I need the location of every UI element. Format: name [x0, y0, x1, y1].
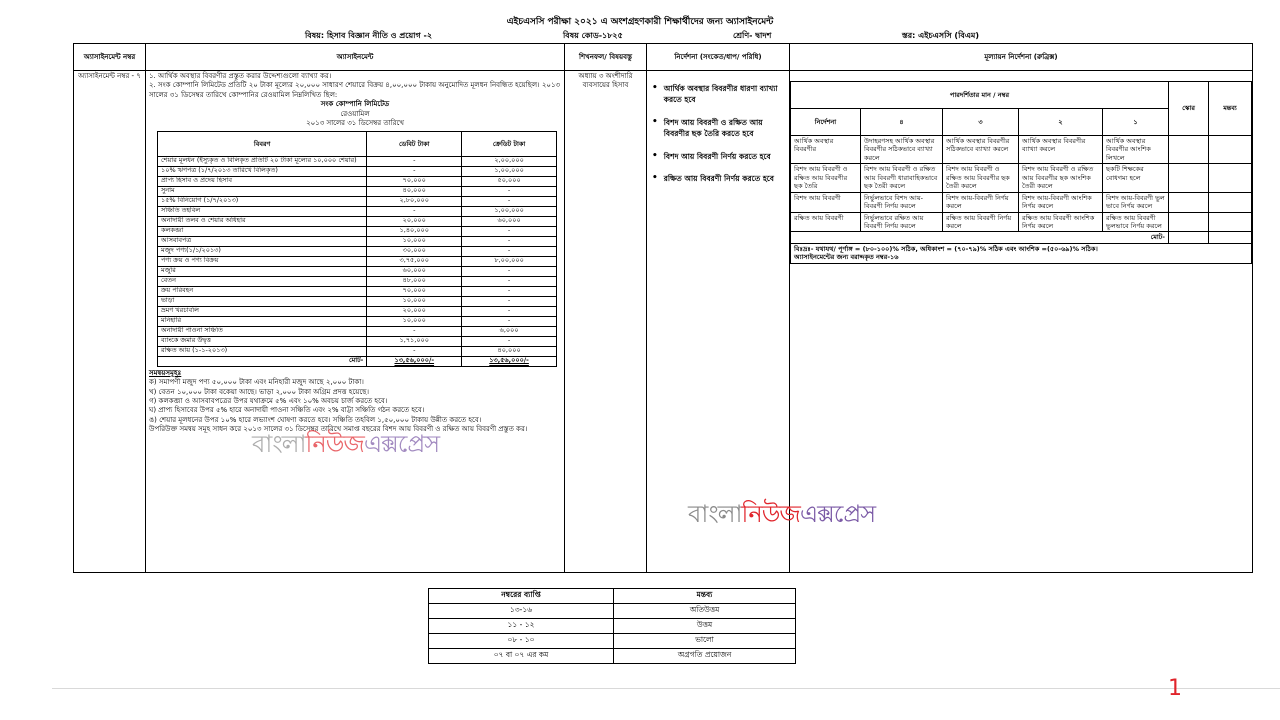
rubric-remark-cell — [1209, 136, 1252, 164]
tb-desc: অনাদায়ী পাওনা সঞ্চিতি — [158, 326, 367, 336]
rubric-remark-cell — [1209, 164, 1252, 192]
tb-company: সংক কোম্পানি লিমিটেড — [320, 100, 390, 109]
rubric-score-cell — [1169, 164, 1209, 192]
rubric-cell-text: রক্ষিত আয় বিবরণী ভুলভাবে নির্ণয় করলে — [1103, 212, 1169, 232]
tb-total-label: মোট- — [158, 356, 367, 366]
tb-desc: অনাদায়ী তলব ও শেয়ার অধিহার — [158, 216, 367, 226]
col-rubric: মূল্যায়ন নির্দেশনা (রুব্রিক্স) — [790, 44, 1253, 71]
tb-row — [158, 186, 557, 196]
score-range-table — [428, 588, 796, 664]
tb-row — [158, 216, 557, 226]
rubric-cell-text: আর্থিক অবস্থার বিবরণীর সঠিকভাবে ব্যাখ্যা করলে — [943, 136, 1019, 164]
tb-title: রেওয়ামিল — [340, 109, 370, 118]
guideline-text: রক্ষিত আয় বিবরণী নির্ণয় করতে হবে — [663, 174, 774, 184]
adjustments-title: সমন্বয়সমূহঃ — [149, 368, 182, 377]
rubric-group-head: পারদর্শিতার মান / নম্বর — [791, 82, 1169, 109]
col-guideline: নির্দেশনা (সংকেত/ধাপ/ পরিধি) — [647, 44, 790, 71]
tb-row — [158, 346, 557, 356]
tb-credit: ১,০০,০০০ — [462, 166, 557, 176]
rubric-col-head: ১ — [1103, 109, 1169, 136]
tb-desc: রক্ষিত আয় (১-১-২০১৩) — [158, 346, 367, 356]
level-label: স্তর: এইচএসসি (বিএম) — [902, 31, 980, 40]
rubric-cell-text: বিশদ আয় বিবরণী ও রক্ষিত আয় বিবরণীর ছক তৈরি — [791, 164, 861, 192]
guideline-item — [652, 152, 786, 163]
adjustments-list — [149, 378, 561, 425]
tb-desc: শেয়ার মূলধন (ইস্যুকৃত ও বিলিকৃত প্রতিটি ২০ টাকা মূল্যের ১০,০০০ শেয়ার) — [158, 156, 367, 166]
tb-head-desc: বিবরণ — [158, 131, 367, 156]
tb-head-cr: ক্রেডিট টাকা — [462, 131, 557, 156]
tb-debit: ৪০,০০০ — [367, 186, 462, 196]
watermark-part-1: বাংলা — [252, 430, 306, 458]
rubric-cell-text: বিশদ আয় বিবরণী — [791, 192, 861, 212]
tb-row — [158, 236, 557, 246]
tb-debit: ৩,৭৫,০০০ — [367, 256, 462, 266]
rubric-cell-text: আর্থিক অবস্থার বিবরণীর আংশিক লিখলে — [1103, 136, 1169, 164]
tb-credit: - — [462, 226, 557, 236]
tb-desc: ১০% ঋণপত্র (১/৭/২০১৩ তারিখে বিলিকৃত) — [158, 166, 367, 176]
adjustment-item: ঘ) প্রাপ্য হিসাবের উপর ৫% হারে অনাদায়ী পাওনা সঞ্চিতি এবং ২% বাট্টা সঞ্চিতি গঠন করতে হবে। — [149, 406, 425, 415]
adjustment-item: গ) কলকব্জা ও আসবাবপত্রের উপর যথাক্রমে ৫% এবং ১০% অবচয় চার্জ করতে হবে। — [149, 396, 388, 405]
tb-row — [158, 206, 557, 216]
rubric-total-label: মোট- — [791, 232, 1169, 243]
tb-credit: ১,০০,০০০ — [462, 206, 557, 216]
rubric-note — [791, 243, 1252, 263]
tb-desc: সুনাম — [158, 186, 367, 196]
score-remark: ভালো — [614, 634, 796, 649]
score-range: ০৭ বা ০৭ এর কম — [429, 649, 614, 664]
rubric-col-head: ৪ — [861, 109, 943, 136]
watermark2-part-2: নিউজ — [741, 500, 800, 528]
tb-debit: ২,৮০,০০০ — [367, 196, 462, 206]
subject-line: বিষয়: হিসাব বিজ্ঞান নীতি ও প্রয়োগ -২ — [305, 31, 433, 40]
tb-row — [158, 256, 557, 266]
page-number: 1 — [1168, 676, 1182, 701]
tb-credit: ২,০০,০০০ — [462, 156, 557, 166]
tb-desc: ব্যাংকে জমার উদ্বৃত্ত — [158, 336, 367, 346]
tb-credit: - — [462, 306, 557, 316]
score-remark: অগ্রগতি প্রয়োজন — [614, 649, 796, 664]
tb-credit: - — [462, 236, 557, 246]
rubric-score-head: স্কোর — [1169, 82, 1209, 136]
rubric-remark-cell — [1209, 212, 1252, 232]
score-row — [429, 619, 796, 634]
tb-date: ২০১৩ সালের ৩১ ডিসেম্বর তারিখে — [306, 119, 404, 128]
rubric-row — [791, 164, 1252, 192]
tb-row — [158, 196, 557, 206]
rubric-cell-text: বিশদ আয় বিবরণী ও রক্ষিত আয় বিবরণী ধারাবাহিকভাবে ছক তৈরী করলে — [861, 164, 943, 192]
tb-credit: ৬,০০০ — [462, 326, 557, 336]
adjustment-item: ক) সমাপণী মজুদ পণ্য ৫০,০০০ টাকা এবং মনিহারী মজুদ আছে ২,০০০ টাকা। — [149, 378, 364, 387]
tb-row — [158, 316, 557, 326]
watermark2-part-1: বাংলা — [688, 500, 742, 528]
rubric-total-remark — [1209, 232, 1252, 243]
score-range: ১৩-১৬ — [429, 604, 614, 619]
tb-desc: ১৫% বিনিয়োগ (১/৭/২০১৩) — [158, 196, 367, 206]
tb-debit: ১০,০০০ — [367, 236, 462, 246]
tb-row — [158, 336, 557, 346]
tb-credit: - — [462, 286, 557, 296]
tb-debit: ১০,০০০ — [367, 296, 462, 306]
tb-debit: - — [367, 346, 462, 356]
tb-credit: - — [462, 276, 557, 286]
tb-row — [158, 246, 557, 256]
tb-desc: সঞ্চিতি তহবিল — [158, 206, 367, 216]
tb-credit: - — [462, 246, 557, 256]
assignment-number: অ্যাসাইনমেন্ট নম্বর - ৭ — [74, 71, 146, 573]
tb-total-cr: ১৩,৫৬,০০০/- — [462, 356, 557, 366]
rubric-cell-text: রক্ষিত আয় বিবরণী আংশিক নির্ণয় করলে — [1019, 212, 1103, 232]
watermark2-part-3: এক্সপ্রেস — [799, 500, 876, 528]
tb-row — [158, 226, 557, 236]
watermark-part-2: নিউজ — [305, 430, 364, 458]
rubric-score-cell — [1169, 212, 1209, 232]
page-title: এইচএসসি পরীক্ষা ২০২১ এ অংশগ্রহণকারী শিক্ষার্থীদের জন্য অ্যাসাইনমেন্ট — [506, 17, 774, 27]
guideline-item — [652, 118, 786, 140]
score-row — [429, 604, 796, 619]
rubric-table — [790, 81, 1252, 264]
rubric-col-head: ৩ — [943, 109, 1019, 136]
guideline-text: আর্থিক অবস্থার বিবরণীর ধারণা ব্যাখ্যা করতে হবে — [663, 84, 778, 104]
tb-debit: ১,৪০,০০০ — [367, 226, 462, 236]
question-2: ২. সংক কোম্পানি লিমিটেড প্রতিটি ২০ টাকা মূল্যের ২০,০০০ সাধারণ শেয়ারে বিক্রয় ৪,০০,০০০ টাকায় অনুমোদিত মূলধন নিবন্ধিত হয়েছিল। ২০১৩ সালের ৩১ ডিসেম্বর তারিখে কোম্পানির রেওয়ামিল নিম্নলিখিত ছিল: — [149, 81, 561, 99]
rubric-row — [791, 192, 1252, 212]
tb-desc: আসবাবপত্র — [158, 236, 367, 246]
rubric-cell-text: বিশদ আয়-বিবরণী নির্ণয় করলে — [943, 192, 1019, 212]
score-remark: উত্তম — [614, 619, 796, 634]
tb-credit: ৫০,০০০ — [462, 176, 557, 186]
score-row — [429, 634, 796, 649]
bullet-icon: • — [652, 150, 658, 161]
tb-row — [158, 296, 557, 306]
tb-desc: ক্রয় পরিবহন — [158, 286, 367, 296]
tb-credit: - — [462, 186, 557, 196]
rubric-cell-text: রক্ষিত আয় বিবরণী — [791, 212, 861, 232]
tb-row — [158, 156, 557, 166]
rubric-note-2: অ্যাসাইনমেন্টের জন্য বরাদ্দকৃত নম্বর-১৬ — [794, 253, 899, 262]
score-range: ০৮ - ১০ — [429, 634, 614, 649]
tb-debit: - — [367, 326, 462, 336]
rubric-cell-text: নির্ভুলভাবে বিশদ আয়-বিবরণী নির্ণয় করলে — [861, 192, 943, 212]
tb-desc: মজুদ পণ্য(১/১/২০১৩) — [158, 246, 367, 256]
tb-debit: - — [367, 166, 462, 176]
subject-code: বিষয় কোড-১৮২৫ — [563, 31, 623, 40]
tb-desc: পণ্য ক্রয় ও পণ্য বিক্রয় — [158, 256, 367, 266]
score-head-range: নম্বরের ব্যাপ্তি — [429, 589, 614, 604]
tb-credit: - — [462, 316, 557, 326]
tb-debit: ৭০,০০০ — [367, 176, 462, 186]
footer-divider — [52, 688, 1280, 689]
rubric-cell-text: নির্ভুলভাবে রক্ষিত আয় বিবরণী নির্ণয় করলে — [861, 212, 943, 232]
rubric-row — [791, 136, 1252, 164]
tb-desc: ভ্রমণ খরচাবলি — [158, 306, 367, 316]
col-learning: শিখনফল/ বিষয়বস্তু — [565, 44, 647, 71]
tb-row — [158, 166, 557, 176]
tb-debit: ১,৭১,০০০ — [367, 336, 462, 346]
learning-outcome: অধ্যায় ৩ অংশীদারি ব্যবসায়ের হিসাব — [565, 71, 647, 573]
tb-row — [158, 306, 557, 316]
watermark-part-3: এক্সপ্রেস — [363, 430, 440, 458]
bullet-icon: • — [652, 116, 658, 127]
tb-desc: মজুরি — [158, 266, 367, 276]
tb-debit: - — [367, 156, 462, 166]
guideline-list — [650, 84, 786, 185]
rubric-col-head: নির্দেশনা — [791, 109, 861, 136]
rubric-remark-cell — [1209, 192, 1252, 212]
rubric-note-1: বিঃদ্রঃ- যথাযথ/ পূর্ণাঙ্গ = (৮০-১০০)% সঠিক, অধিকাংশ = (৭০-৭৯)% সঠিক এবং আংশিক =(৫০-৬৯)% সঠিক। — [794, 244, 1098, 253]
tb-row — [158, 326, 557, 336]
tb-credit: - — [462, 196, 557, 206]
tb-row — [158, 176, 557, 186]
tb-desc: কলকব্জা — [158, 226, 367, 236]
rubric-cell-text: বিশদ আয় বিবরণী ও রক্ষিত আয় বিবরণীর ছক তৈরী করলে — [943, 164, 1019, 192]
score-range: ১১ - ১২ — [429, 619, 614, 634]
watermark-logo — [252, 426, 439, 466]
assignment-table — [73, 43, 1253, 573]
question-1: ১. আর্থিক অবস্থার বিবরণীর প্রস্তুত করার উদ্দেশ্যগুলো ব্যাখ্যা কর। — [149, 72, 332, 80]
tb-desc: বেতন — [158, 276, 367, 286]
tb-row — [158, 276, 557, 286]
rubric-score-cell — [1169, 192, 1209, 212]
rubric-score-cell — [1169, 136, 1209, 164]
rubric-cell-text: ছকটি শিক্ষকের বোধগম্য হলে — [1103, 164, 1169, 192]
rubric-row — [791, 212, 1252, 232]
guideline-item — [652, 174, 786, 185]
score-row — [429, 649, 796, 664]
tb-debit: - — [367, 206, 462, 216]
trial-balance-table — [157, 131, 557, 367]
tb-total-dr: ১৩,৫৬,০০০/- — [367, 356, 462, 366]
class-label: শ্রেণি- দ্বাদশ — [733, 31, 772, 40]
col-assignment: অ্যাসাইনমেন্ট — [146, 44, 565, 71]
tb-debit: ৭০,০০০ — [367, 286, 462, 296]
tb-debit: ৪৮,০০০ — [367, 276, 462, 286]
assignment-body — [146, 71, 565, 573]
bullet-icon: • — [652, 83, 658, 93]
tb-row — [158, 266, 557, 276]
rubric-cell-text: বিশদ আয় বিবরণী ও রক্ষিত আয় বিবরণীর ছক আংশিক তৈরী করলে — [1019, 164, 1103, 192]
tb-debit: ২০,০০০ — [367, 216, 462, 226]
adjustment-item: খ) বেতন ১০,০০০ টাকা বকেয়া আছে। ভাড়া ২,০০০ টাকা অগ্রিম প্রদত্ত হয়েছে। — [149, 387, 369, 396]
score-remark: অতিউত্তম — [614, 604, 796, 619]
rubric-cell-text: আর্থিক অবস্থার বিবরণীর ব্যাখ্যা করলে — [1019, 136, 1103, 164]
guideline-text: বিশদ আয় বিবরণী ও রক্ষিত আয় বিবরণীর ছক তৈরি করতে হবে — [663, 117, 763, 138]
tb-head-dr: ডেবিট টাকা — [367, 131, 462, 156]
rubric-cell-text: বিশদ আয়-বিবরণী ভুল ভাবে নির্ণয় করলে — [1103, 192, 1169, 212]
rubric-cell-text: বিশদ আয়-বিবরণী আংশিক নির্ণয় করলে — [1019, 192, 1103, 212]
tb-debit: ৩০,০০০ — [367, 246, 462, 256]
tb-credit: ৬০,০০০ — [462, 216, 557, 226]
guideline-item — [652, 84, 786, 106]
rubric-cell-text: উদাহরণসহ আর্থিক অবস্থার বিবরণীর সঠিকভাবে ব্যাখ্যা করলে — [861, 136, 943, 164]
tb-desc: মনিহারি — [158, 316, 367, 326]
tb-debit: ৬০,০০০ — [367, 266, 462, 276]
tb-row — [158, 286, 557, 296]
rubric-cell-text: রক্ষিত আয় বিবরণী নির্ণয় করলে — [943, 212, 1019, 232]
final-task: উপরিউক্ত সমন্বয় সমূহ সাধন করে ২০১৩ সালের ৩১ ডিসেম্বর তারিখে সমাপ্ত বছরের বিশদ আয় বিবরণী ও রক্ষিত আয় বিবরণী প্রস্তুত কর। — [149, 425, 528, 434]
tb-credit: ৪০,০০০ — [462, 346, 557, 356]
rubric-col-head: ২ — [1019, 109, 1103, 136]
adjustment-item: ঙ) শেয়ার মূলধনের উপর ১০% হারে লভ্যাংশ ঘোষণা করতে হবে। সঞ্চিতি তহবিল ১,৫০,০০০ টাকায় উন্নীত করতে হবে। — [149, 415, 482, 424]
rubric-cell-text: আর্থিক অবস্থার বিবরণীর — [791, 136, 861, 164]
rubric-total-score — [1169, 232, 1209, 243]
tb-credit: ৮,০০,০০০ — [462, 256, 557, 266]
tb-desc: ভাড়া — [158, 296, 367, 306]
tb-credit: - — [462, 296, 557, 306]
bullet-icon: • — [652, 173, 658, 184]
score-head-remark: মন্তব্য — [614, 589, 796, 604]
col-assignment-no: অ্যাসাইনমেন্ট নম্বর — [74, 44, 146, 71]
tb-debit: ২০,০০০ — [367, 306, 462, 316]
tb-credit: - — [462, 266, 557, 276]
rubric-remark-head: মন্তব্য — [1209, 82, 1252, 136]
guideline-text: বিশদ আয় বিবরণী নির্ণয় করতে হবে — [663, 151, 771, 161]
tb-credit: - — [462, 336, 557, 346]
tb-desc: প্রাপ্য হিসাব ও প্রদেয় হিসাব — [158, 176, 367, 186]
watermark-logo-2 — [688, 496, 875, 536]
tb-debit: ১০,০০০ — [367, 316, 462, 326]
